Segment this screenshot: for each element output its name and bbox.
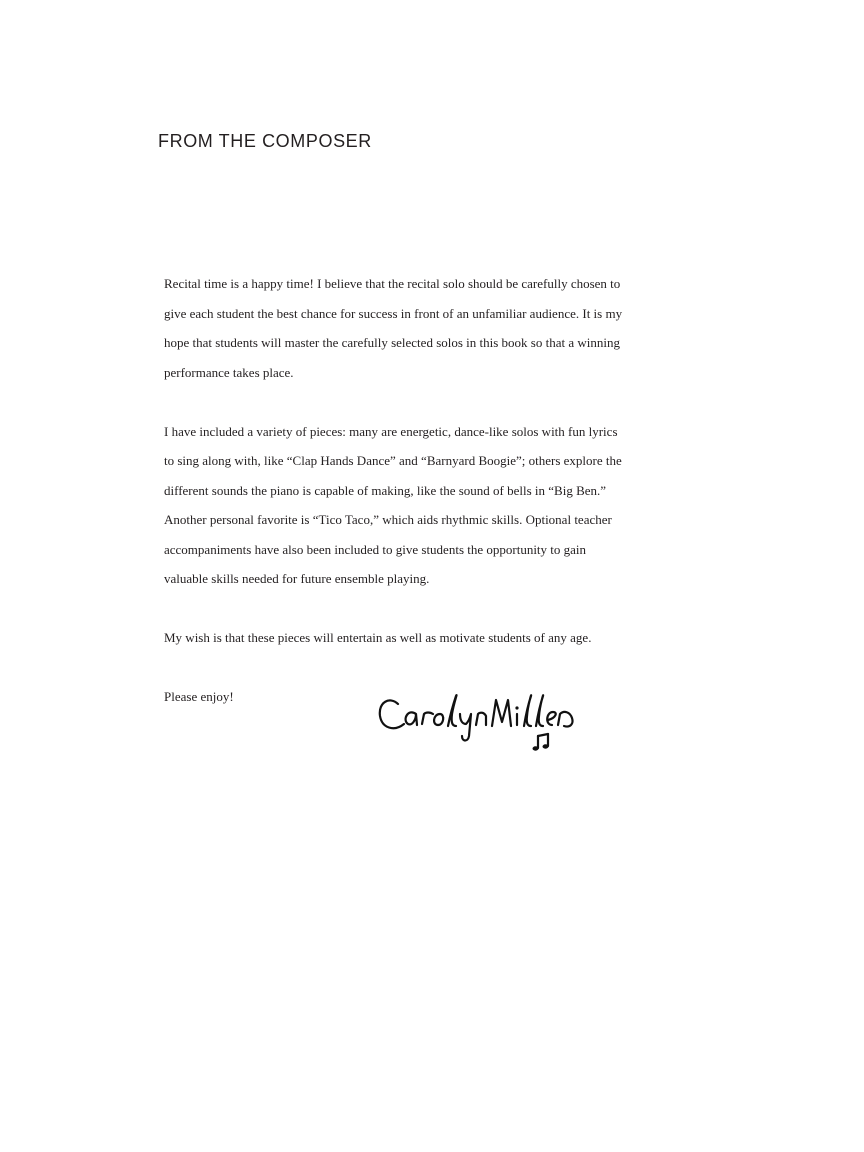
text-line: accompaniments have also been included to give students the opportunity to gain <box>164 541 587 557</box>
text-line: I have included a variety of pieces: many are energetic, dance-like solos with fun lyrics <box>164 423 618 439</box>
letter-body <box>164 269 664 741</box>
paragraph-wish <box>164 623 664 653</box>
signature <box>376 692 586 754</box>
page-title: FROM THE COMPOSER <box>158 131 372 151</box>
text-line: Recital time is a happy time! I believe that the recital solo should be carefully chosen to <box>164 276 621 291</box>
text-line: hope that students will master the carefully selected solos in this book so that a winning <box>164 335 620 350</box>
text-line: give each student the best chance for success in front of an unfamiliar audience. It is my <box>164 305 623 321</box>
paragraph-intro <box>164 269 664 387</box>
text-line: Please enjoy! <box>164 689 234 704</box>
text-line: performance takes place. <box>164 364 294 380</box>
text-line: different sounds the piano is capable of making, like the sound of bells in “Big Ben.” <box>164 482 607 498</box>
text-line: My wish is that these pieces will entertain as well as motivate students of any age. <box>164 630 592 645</box>
text-line: to sing along with, like “Clap Hands Dance” and “Barnyard Boogie”; others explore the <box>164 453 622 468</box>
paragraph-pieces <box>164 417 664 594</box>
text-line: valuable skills needed for future ensemble playing. <box>164 571 430 586</box>
text-line: Another personal favorite is “Tico Taco,” which aids rhythmic skills. Optional teacher <box>164 512 612 527</box>
